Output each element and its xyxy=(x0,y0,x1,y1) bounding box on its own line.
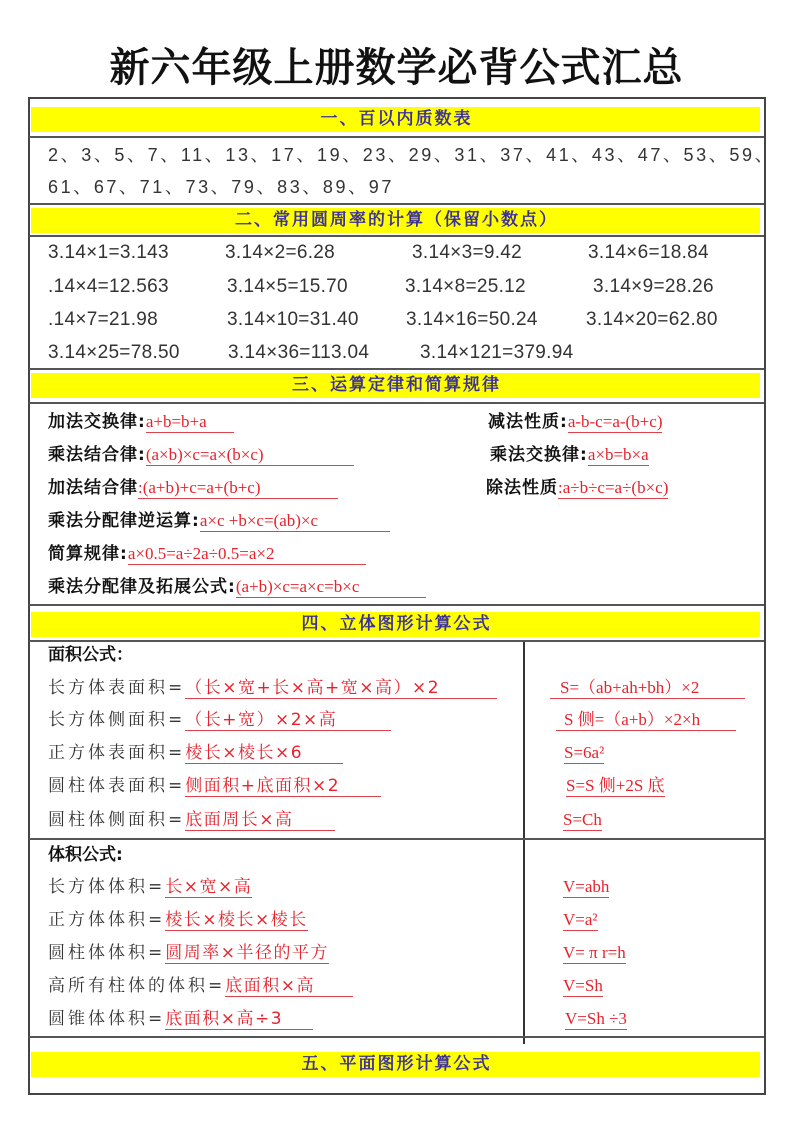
formula-label: 圆柱体体积= xyxy=(48,943,166,963)
divider xyxy=(29,368,764,370)
volume-symbol-row xyxy=(565,1008,627,1030)
area-symbol-row xyxy=(550,677,745,699)
formula-words: 底面周长×高 xyxy=(185,810,335,831)
formula-label: 圆柱体侧面积= xyxy=(48,810,186,830)
pi-calc-cell: 3.14×10=31.40 xyxy=(227,309,359,330)
volume-formula-row xyxy=(48,1008,313,1030)
formula-symbols: V=a² xyxy=(563,910,598,929)
divider xyxy=(29,203,764,205)
formula-label: 圆柱体表面积= xyxy=(48,776,186,796)
formula-symbols: S=（ab+ah+bh）×2 xyxy=(550,678,745,699)
formula-symbols: V=Sh ÷3 xyxy=(565,1009,627,1028)
divider xyxy=(29,136,764,138)
section-header-solid: 四、立体图形计算公式 xyxy=(301,614,492,634)
divider xyxy=(29,1036,764,1038)
law-formula: :a÷b÷c=a÷(b×c) xyxy=(558,478,669,497)
area-symbol-row xyxy=(563,809,602,831)
law-formula: a×0.5=a÷2a÷0.5=a×2 xyxy=(128,544,366,565)
pi-calc-cell: 3.14×3=9.42 xyxy=(412,242,523,263)
area-formula-row xyxy=(48,809,335,831)
area-formula-row xyxy=(48,677,497,699)
formula-label: 正方体表面积= xyxy=(48,743,186,763)
law-label: 除法性质 xyxy=(486,478,558,498)
law-item xyxy=(48,543,366,565)
pi-calc-cell: 3.14×121=379.94 xyxy=(420,342,574,363)
formula-label: 高所有柱体的体积= xyxy=(48,976,226,996)
law-item xyxy=(490,444,649,466)
formula-symbols: V=abh xyxy=(563,877,610,896)
page-title: 新六年级上册数学必背公式汇总 xyxy=(109,44,684,91)
formula-label: 长方体表面积= xyxy=(48,678,186,698)
formula-symbols: V=Sh xyxy=(563,976,603,995)
pi-calc-cell: .14×4=12.563 xyxy=(48,276,169,297)
divider xyxy=(29,640,764,642)
divider xyxy=(29,604,764,606)
pi-calc-cell: .14×7=21.98 xyxy=(48,309,159,330)
primes-line: 2、3、5、7、11、13、17、19、23、29、31、37、41、43、47、53、59、 xyxy=(48,145,776,165)
law-label: 乘法分配律及拓展公式: xyxy=(48,577,236,597)
law-label: 减法性质: xyxy=(488,412,568,432)
formula-label: 正方体体积= xyxy=(48,910,166,930)
formula-label: 长方体侧面积= xyxy=(48,710,186,730)
volume-formula-row xyxy=(48,909,308,931)
formula-words: 侧面积+底面积×2 xyxy=(185,776,381,797)
section-header-laws: 三、运算定律和简算规律 xyxy=(292,375,501,395)
pi-calc-cell: 3.14×8=25.12 xyxy=(405,276,526,297)
volume-symbol-row xyxy=(563,942,626,964)
section-header-plane: 五、平面图形计算公式 xyxy=(301,1054,492,1074)
pi-calc-cell: 3.14×1=3.143 xyxy=(48,242,169,263)
formula-symbols: S 侧=（a+b）×2×h xyxy=(556,710,736,731)
formula-words: 棱长×棱长×6 xyxy=(185,743,343,764)
volume-formula-row xyxy=(48,975,353,997)
law-formula: (a×b)×c=a×(b×c) xyxy=(146,445,354,466)
law-item xyxy=(48,411,234,433)
law-item xyxy=(488,411,662,433)
formula-words: （长×宽+长×高+宽×高）×2 xyxy=(185,678,497,699)
area-formula-row xyxy=(48,709,391,731)
formula-words: 底面积×高 xyxy=(225,976,353,997)
volume-symbol-row xyxy=(563,876,609,898)
section-header-pi: 二、常用圆周率的计算（保留小数点） xyxy=(235,210,558,230)
pi-calc-cell: 3.14×6=18.84 xyxy=(588,242,709,263)
area-formula-row xyxy=(48,775,381,797)
pi-calc-cell: 3.14×20=62.80 xyxy=(586,309,718,330)
law-label: 加法交换律: xyxy=(48,412,146,432)
formula-words: 长×宽×高 xyxy=(165,877,253,897)
formula-symbols: V= π r=h xyxy=(563,943,626,962)
formula-label: 长方体体积= xyxy=(48,877,166,897)
formula-label: 圆锥体体积= xyxy=(48,1009,166,1029)
pi-calc-cell: 3.14×9=28.26 xyxy=(593,276,714,297)
law-formula: a×c +b×c=(ab)×c xyxy=(200,511,390,532)
formula-words: 圆周率×半径的平方 xyxy=(165,943,329,963)
column-divider xyxy=(523,642,525,1044)
law-label: 乘法结合律: xyxy=(48,445,146,465)
formula-words: （长+宽）×2×高 xyxy=(185,710,391,731)
area-symbol-row xyxy=(556,709,736,731)
law-label: 乘法分配律逆运算: xyxy=(48,511,200,531)
volume-formula-row xyxy=(48,942,329,964)
volume-formula-row xyxy=(48,876,252,898)
area-formulas-title: 面积公式： xyxy=(48,645,133,665)
area-symbol-row xyxy=(566,775,665,797)
pi-calc-cell: 3.14×36=113.04 xyxy=(228,342,370,363)
volume-symbol-row xyxy=(563,975,603,997)
law-formula: a×b=b×a xyxy=(587,445,649,464)
law-label: 乘法交换律: xyxy=(490,445,588,465)
volume-formulas-title: 体积公式: xyxy=(48,845,123,865)
formula-words: 棱长×棱长×棱长 xyxy=(165,910,308,930)
pi-calc-cell: 3.14×5=15.70 xyxy=(227,276,348,297)
formula-symbols: S=6a² xyxy=(564,743,605,762)
divider xyxy=(29,838,764,840)
law-item xyxy=(48,576,426,598)
pi-calc-cell: 3.14×16=50.24 xyxy=(406,309,538,330)
pi-calc-cell: 3.14×2=6.28 xyxy=(225,242,336,263)
section-header-primes: 一、百以内质数表 xyxy=(320,109,473,129)
formula-symbols: S=S 侧+2S 底 xyxy=(566,776,665,795)
law-formula: a-b-c=a-(b+c) xyxy=(567,412,663,431)
law-item xyxy=(48,444,354,466)
area-formula-row xyxy=(48,742,343,764)
law-formula: a+b=b+a xyxy=(146,412,234,433)
formula-words: 底面积×高÷3 xyxy=(165,1009,313,1030)
law-label: 简算规律: xyxy=(48,544,128,564)
law-formula: :(a+b)+c=a+(b+c) xyxy=(138,478,338,499)
primes-line: 61、67、71、73、79、83、89、97 xyxy=(48,177,394,197)
law-item xyxy=(48,477,338,499)
law-item xyxy=(486,477,668,499)
law-formula: (a+b)×c=a×c=b×c xyxy=(236,577,426,598)
volume-symbol-row xyxy=(563,909,598,931)
area-symbol-row xyxy=(564,742,604,764)
law-label: 加法结合律 xyxy=(48,478,138,498)
pi-calc-cell: 3.14×25=78.50 xyxy=(48,342,180,363)
formula-symbols: S=Ch xyxy=(563,810,602,829)
divider xyxy=(29,402,764,404)
law-item xyxy=(48,510,390,532)
divider xyxy=(29,235,764,237)
